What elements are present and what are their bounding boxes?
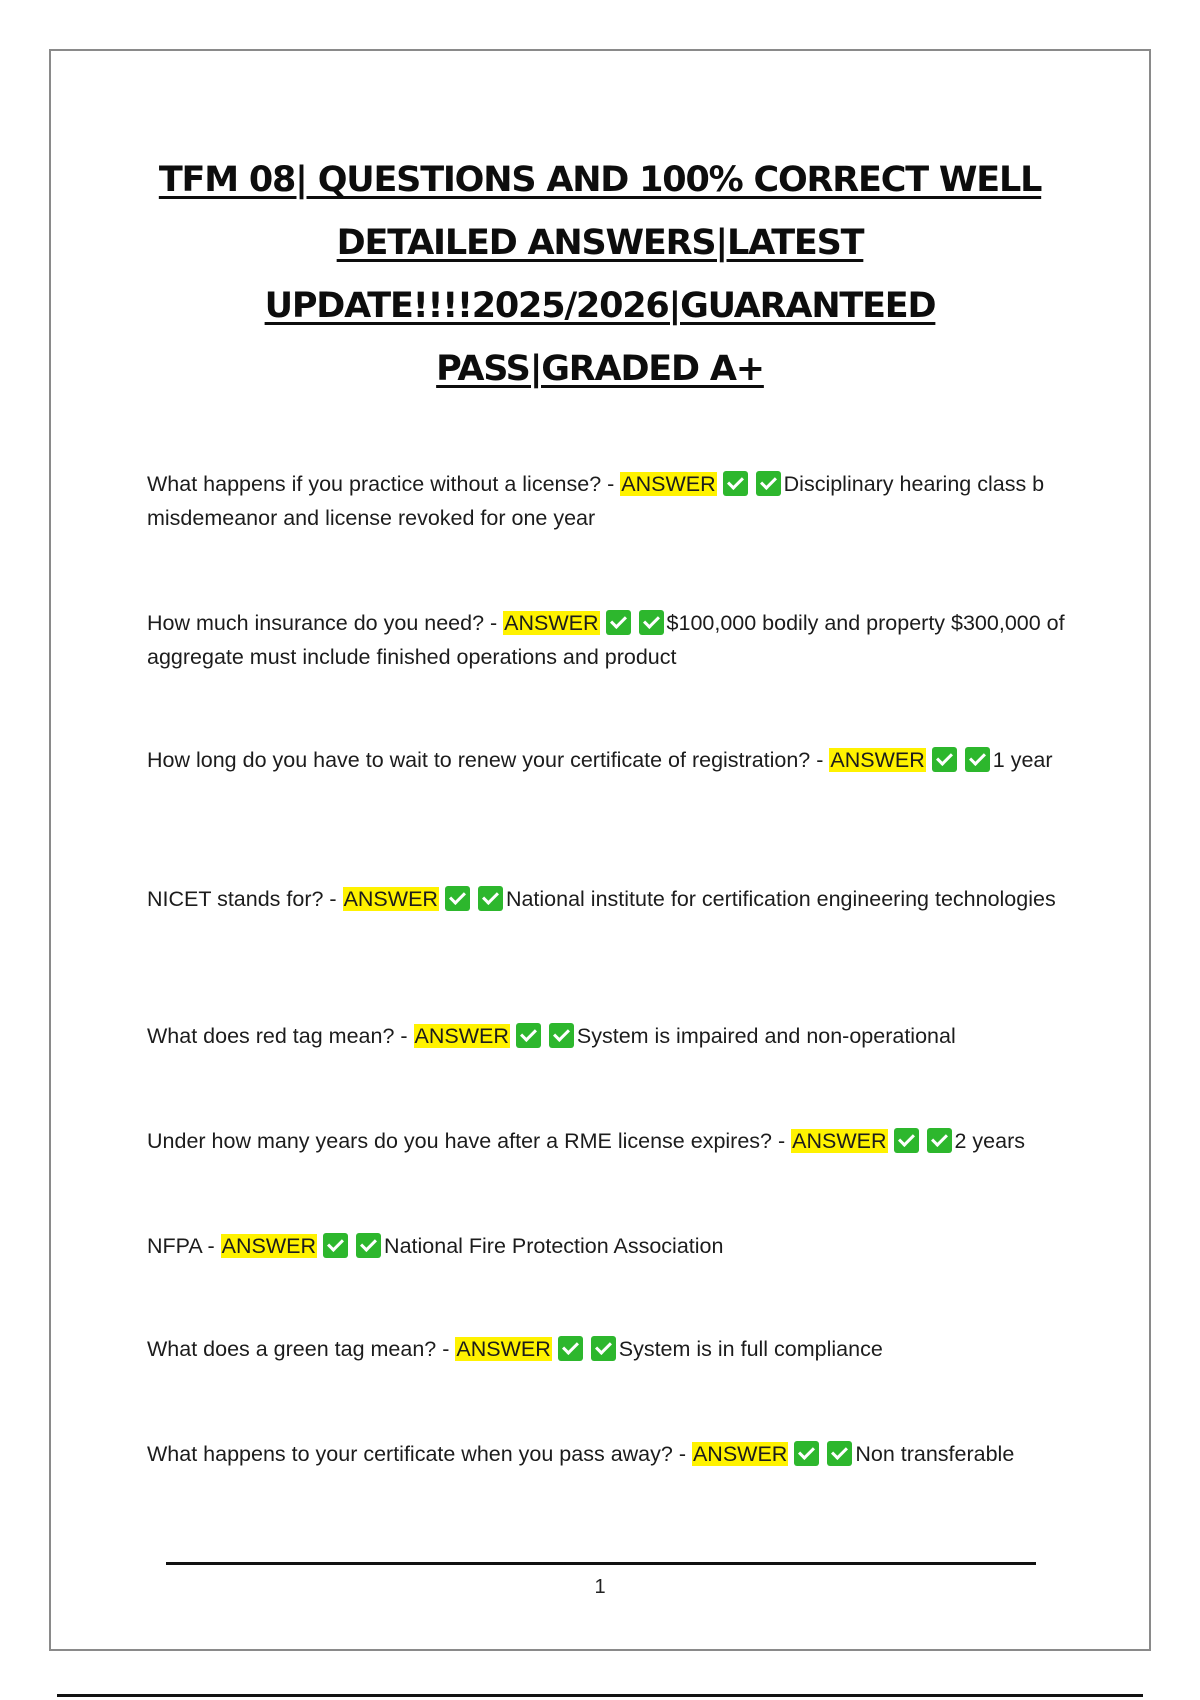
- separator: -: [484, 611, 504, 635]
- answer-text: National Fire Protection Association: [384, 1234, 724, 1258]
- separator: -: [772, 1129, 792, 1153]
- answer-text: Disciplinary hearing class b misdemeanor and license revoked for one year: [147, 472, 1045, 530]
- qa-item: [147, 1019, 1107, 1053]
- separator: -: [672, 1442, 692, 1466]
- answer-text: System is impaired and non-operational: [576, 1024, 956, 1048]
- answer-text: Non transferable: [855, 1442, 1015, 1466]
- title-line-3: UPDATE!!!!2025/2026|GUARANTEED: [264, 286, 936, 326]
- checkmark-icon: [516, 1023, 541, 1048]
- answer-text: National institute for certification engineering technologies: [505, 887, 1056, 911]
- answer-text: 2 years: [954, 1129, 1026, 1153]
- qa-item: [147, 467, 1107, 535]
- answer-label: ANSWER: [221, 1234, 317, 1258]
- checkmark-icon: [478, 886, 503, 911]
- answer-label: ANSWER: [414, 1024, 509, 1048]
- separator: -: [601, 472, 621, 496]
- question-text: What happens to your certificate when you pass away?: [147, 1442, 673, 1466]
- checkmark-icon: [445, 886, 470, 911]
- checkmark-icon: [323, 1233, 348, 1258]
- separator: -: [436, 1337, 456, 1361]
- checkmark-icon: [756, 471, 781, 496]
- page-number: 1: [594, 1576, 606, 1598]
- checkmark-icon: [927, 1128, 952, 1153]
- checkmark-icon: [549, 1023, 574, 1048]
- question-text: Under how many years do you have after a RME license expires?: [147, 1129, 773, 1153]
- qa-item: [147, 743, 1107, 777]
- question-text: What happens if you practice without a license?: [147, 472, 602, 496]
- separator: -: [810, 748, 830, 772]
- checkmark-icon: [932, 747, 957, 772]
- separator: -: [394, 1024, 414, 1048]
- answer-label: ANSWER: [504, 611, 599, 635]
- qa-item: [147, 1437, 1107, 1471]
- qa-item: [147, 1229, 1107, 1263]
- title-line-2: DETAILED ANSWERS|LATEST: [336, 223, 864, 263]
- checkmark-icon: [639, 610, 664, 635]
- question-text: What does a green tag mean?: [147, 1337, 437, 1361]
- qa-item: [147, 882, 1107, 916]
- page-bottom-divider: [57, 1694, 1143, 1697]
- question-text: What does red tag mean?: [147, 1024, 395, 1048]
- checkmark-icon: [794, 1441, 819, 1466]
- answer-text: 1 year: [992, 748, 1053, 772]
- checkmark-icon: [827, 1441, 852, 1466]
- separator: -: [201, 1234, 221, 1258]
- answer-label: ANSWER: [830, 748, 925, 772]
- checkmark-icon: [965, 747, 990, 772]
- checkmark-icon: [723, 471, 748, 496]
- checkmark-icon: [591, 1336, 616, 1361]
- qa-item: [147, 1124, 1107, 1158]
- question-text: How long do you have to wait to renew your certificate of registration?: [147, 748, 811, 772]
- footer-divider: [166, 1562, 1036, 1565]
- answer-label: ANSWER: [692, 1442, 788, 1466]
- question-text: NFPA: [147, 1234, 202, 1258]
- qa-item: [147, 1332, 1107, 1366]
- document-page: [49, 49, 1151, 1651]
- answer-label: ANSWER: [343, 887, 438, 911]
- answer-text: $100,000 bodily and property $300,000 of aggregate must include finished operations and product: [147, 611, 1065, 669]
- separator: -: [323, 887, 343, 911]
- qa-item: [147, 606, 1107, 674]
- checkmark-icon: [558, 1336, 583, 1361]
- checkmark-icon: [356, 1233, 381, 1258]
- answer-text: System is in full compliance: [618, 1337, 883, 1361]
- answer-label: ANSWER: [621, 472, 716, 496]
- checkmark-icon: [606, 610, 631, 635]
- question-text: How much insurance do you need?: [147, 611, 485, 635]
- answer-label: ANSWER: [792, 1129, 887, 1153]
- document-title: [111, 149, 1089, 401]
- title-line-1: TFM 08| QUESTIONS AND 100% CORRECT WELL: [158, 160, 1042, 200]
- question-text: NICET stands for?: [147, 887, 324, 911]
- title-line-4: PASS|GRADED A+: [436, 349, 764, 389]
- checkmark-icon: [894, 1128, 919, 1153]
- answer-label: ANSWER: [456, 1337, 551, 1361]
